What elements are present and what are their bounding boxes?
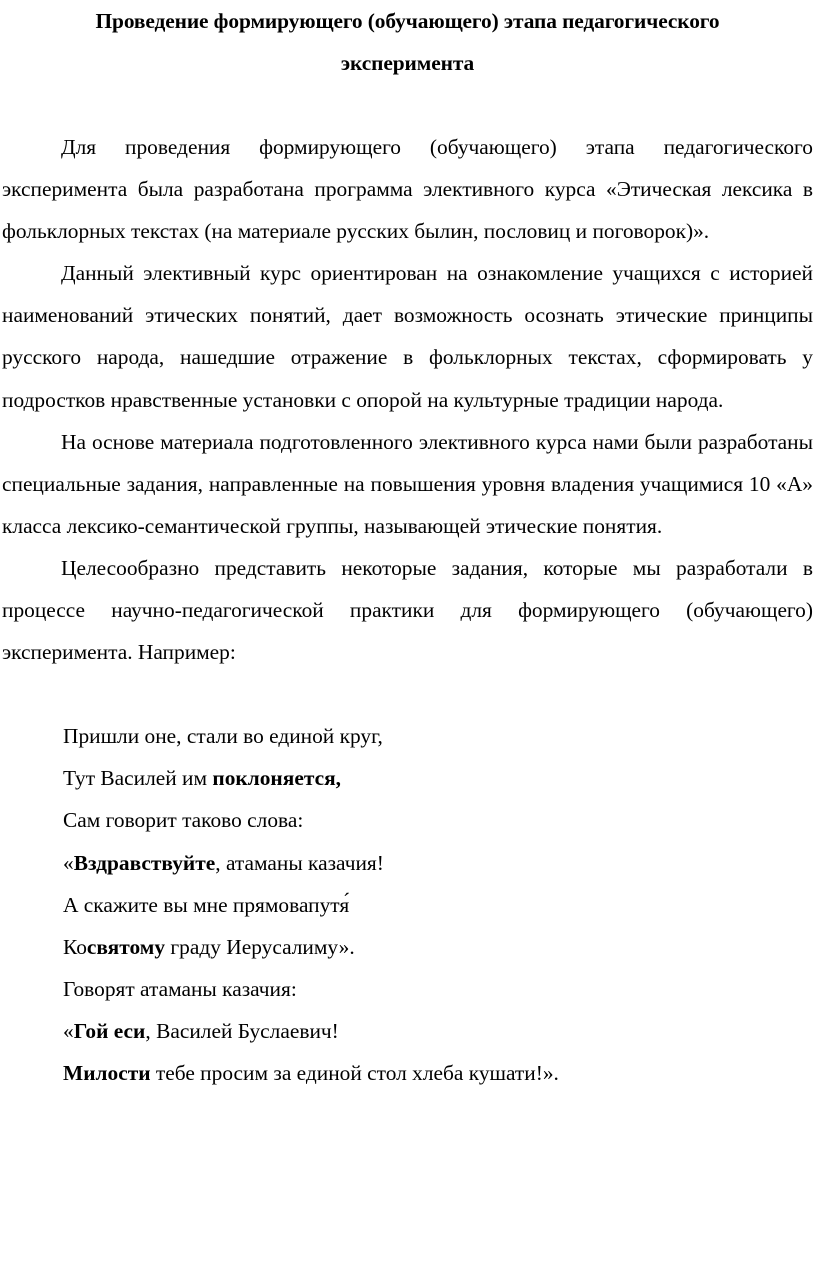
paragraph-2: Данный элективный курс ориентирован на ознакомление учащихся с историей наименований этических понятий, дает возможность осознать этические принципы русского народа, нашедшие отражение в фольклорных текстах, сформировать у подростков нравственные установки с опорой на культурные традиции народа. — [2, 261, 813, 412]
verse-line — [63, 926, 813, 968]
verse-line — [63, 968, 813, 1010]
paragraph-3: На основе материала подготовленного элективного курса нами были разработаны специальные задания, направленные на повышения уровня владения учащимися 10 «А» класса лексико-семантической группы, называющей этические понятия. — [2, 429, 813, 538]
verse-bold-word: Милости — [63, 1060, 151, 1085]
verse-text: А скажите вы мне прямовапутя́ — [63, 892, 350, 917]
verse-text: Говорят атаманы казачия: — [63, 976, 297, 1001]
verse-text: , атаманы казачия! — [215, 850, 384, 875]
verse-line — [63, 715, 813, 757]
paragraph-1: Для проведения формирующего (обучающего) этапа педагогического эксперимента была разработана программа элективного курса «Этическая лексика в фольклорных текстах (на материале русских былин, пословиц и поговорок)». — [2, 135, 813, 244]
verse-bold-word: поклоняется, — [212, 766, 342, 791]
document-title — [2, 0, 813, 84]
verse-line — [63, 1052, 813, 1094]
verse-line — [63, 1010, 813, 1052]
verse-bold-word: Вздравствуйте — [73, 850, 216, 875]
verse-line — [63, 757, 813, 799]
verse-text: , Василей Буслаевич! — [145, 1018, 339, 1043]
title-line-1: Проведение формирующего (обучающего) этапа педагогического — [95, 9, 720, 33]
verse-text: Сам говорит таково слова: — [63, 808, 304, 833]
verse-line — [63, 842, 813, 884]
verse-text: тебе просим за единой стол хлеба кушати!». — [150, 1060, 559, 1085]
verse-line — [63, 884, 813, 926]
verse-bold-word: святому — [86, 934, 166, 959]
verse-text: « — [63, 1018, 74, 1043]
verse-line — [63, 799, 813, 841]
title-line-2: эксперимента — [340, 51, 475, 75]
paragraph-4: Целесообразно представить некоторые задания, которые мы разработали в процессе научно-педагогической практики для формирующего (обучающего) эксперимента. Например: — [2, 555, 813, 665]
verse-text: « — [63, 850, 74, 875]
bylina-verse — [2, 715, 813, 1094]
verse-bold-word: Гой еси — [73, 1018, 146, 1043]
verse-text: Ко — [63, 934, 87, 959]
verse-text: Тут Василей им — [63, 766, 213, 791]
verse-text: граду Иерусалиму». — [165, 934, 355, 959]
verse-text: Пришли оне, стали во единой круг, — [63, 724, 383, 749]
